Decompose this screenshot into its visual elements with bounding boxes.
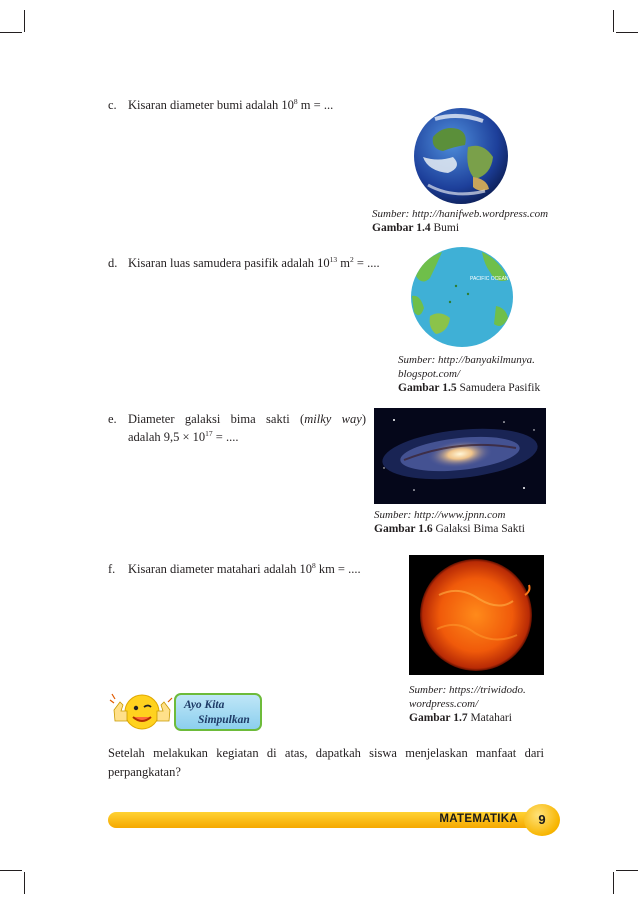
smiley-thumbs-up-icon bbox=[108, 688, 176, 736]
crop-mark bbox=[24, 10, 25, 32]
crop-mark bbox=[24, 872, 25, 894]
crop-mark bbox=[613, 872, 614, 894]
crop-mark bbox=[616, 32, 638, 33]
page-number: 9 bbox=[524, 804, 560, 836]
question-f: f. Kisaran diameter matahari adalah $10^8$ km = .... bbox=[108, 561, 361, 576]
sun-image bbox=[409, 555, 544, 675]
ayo-kita-simpulkan-banner bbox=[108, 688, 268, 736]
crop-mark bbox=[613, 10, 614, 32]
conclusion-paragraph: Setelah melakukan kegiatan di atas, dapatkah siswa menjelaskan manfaat dari perpangkatan? bbox=[108, 746, 544, 779]
footer-subject: MATEMATIKA bbox=[439, 813, 518, 825]
figure-1-6-caption: Sumber: http://www.jpnn.com Gambar 1.6 Galaksi Bima Sakti bbox=[374, 509, 525, 535]
figure-1-5-caption: Sumber: http://banyakilmunya. blogspot.com/ Gambar 1.5 Samudera Pasifik bbox=[398, 354, 541, 394]
milky-way-galaxy-image bbox=[374, 408, 546, 504]
question-c: c. Kisaran diameter bumi adalah $10^8$ m = ... bbox=[108, 97, 334, 112]
figure-1-4-caption: Sumber: http://hanifweb.wordpress.com Gambar 1.4 Bumi bbox=[372, 208, 549, 234]
earth-image bbox=[413, 107, 509, 205]
ayo-kita-simpulkan-box: Ayo Kita Simpulkan bbox=[174, 693, 262, 731]
crop-mark bbox=[0, 870, 22, 871]
figure-1-7-caption: Sumber: https://triwidodo. wordpress.com/ Gambar 1.7 Matahari bbox=[409, 684, 526, 724]
question-e: e. Diameter galaksi bima sakti (milky way) adalah $9,5 \times 10^{17}$ = .... bbox=[108, 412, 366, 444]
crop-mark bbox=[0, 32, 22, 33]
crop-mark bbox=[616, 870, 638, 871]
svg-text:PACIFIC OCEAN: PACIFIC OCEAN bbox=[470, 276, 509, 282]
pacific-ocean-globe-image bbox=[410, 246, 514, 348]
question-d: d. Kisaran luas samudera pasifik adalah $10^{13}$ $m^2$ = .... bbox=[108, 255, 380, 270]
